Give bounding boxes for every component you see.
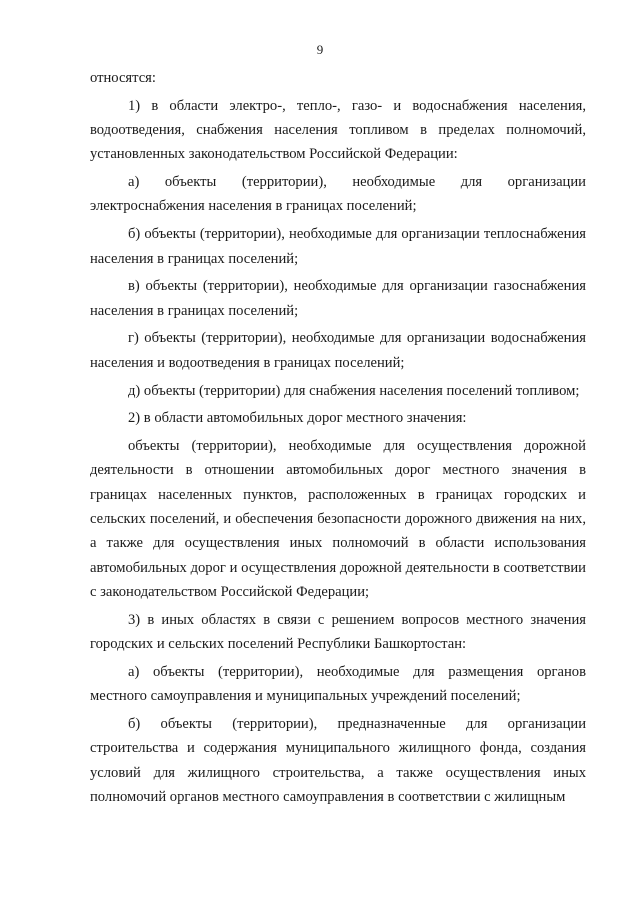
- paragraph: объекты (территории), необходимые для осуществления дорожной деятельности в отношении автомобильных дорог местного значения в границах населенных пунктов, расположенных в границах городских и сельских поселений, и обеспечения безопасности дорожного движения на них, а также для осуществления иных полномочий в области использования автомобильных дорог и осуществления дорожной деятельности в соответствии с законодательством Российской Федерации;: [90, 438, 586, 600]
- paragraph: а) объекты (территории), необходимые для размещения органов местного самоуправления и муниципальных учреждений поселений;: [90, 663, 586, 705]
- paragraph: в) объекты (территории), необходимые для организации газоснабжения населения в границах поселений;: [90, 278, 586, 319]
- paragraph: б) объекты (территории), предназначенные для организации строительства и содержания муниципального жилищного фонда, создания условий для жилищного строительства, а также осуществления иных полномочий органов местного самоуправления в соответствии с жилищным: [90, 715, 586, 805]
- paragraph: д) объекты (территории) для снабжения населения поселений топливом;: [128, 382, 580, 399]
- document-body: [90, 66, 586, 813]
- paragraph: г) объекты (территории), необходимые для организации водоснабжения населения и водоотведения в границах поселений;: [90, 330, 586, 371]
- paragraph: а) объекты (территории), необходимые для организации электроснабжения населения в границах поселений;: [90, 174, 586, 215]
- page-number: 9: [316, 42, 324, 57]
- paragraph: 3) в иных областях в связи с решением вопросов местного значения городских и сельских поселений Республики Башкортостан:: [90, 611, 586, 653]
- paragraph: 2) в области автомобильных дорог местного значения:: [128, 410, 467, 427]
- paragraph: 1) в области электро-, тепло-, газо- и водоснабжения населения, водоотведения, снабжения населения топливом в пределах полномочий, установленных законодательством Российской Федерации:: [90, 97, 586, 163]
- paragraph: б) объекты (территории), необходимые для организации теплоснабжения населения в границах поселений;: [90, 226, 586, 267]
- paragraph: относятся:: [90, 70, 156, 86]
